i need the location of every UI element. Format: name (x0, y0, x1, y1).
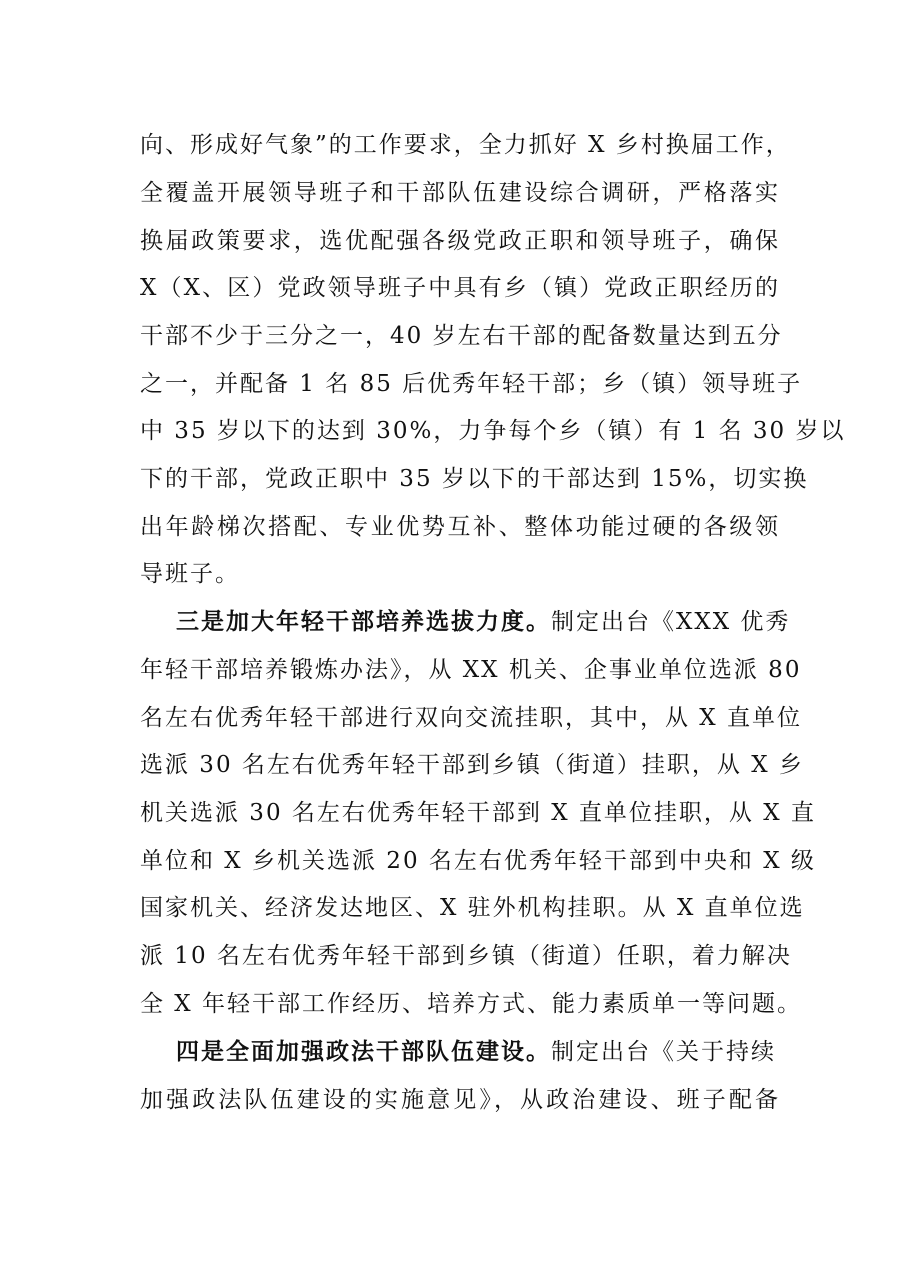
paragraph-line: 选派 30 名左右优秀年轻干部到乡镇（街道）挂职，从 X 乡 (140, 752, 804, 778)
paragraph-first-line (176, 1032, 774, 1072)
paragraph-line: 派 10 名左右优秀年轻干部到乡镇（街道）任职，着力解决 (140, 943, 792, 969)
paragraph-line-end: 导班子。 (140, 561, 240, 587)
paragraph-line: 名左右优秀年轻干部进行双向交流挂职，其中，从 X 直单位 (140, 705, 802, 731)
paragraph-line: 单位和 X 乡机关选派 20 名左右优秀年轻干部到中央和 X 级 (140, 848, 816, 874)
paragraph-line: 机关选派 30 名左右优秀年轻干部到 X 直单位挂职，从 X 直 (140, 800, 816, 826)
paragraph-line: 全覆盖开展领导班子和干部队伍建设综合调研，严格落实 (140, 180, 780, 206)
paragraph-line: 全 X 年轻干部工作经历、培养方式、能力素质单一等问题。 (140, 991, 802, 1017)
paragraph-line: 向、形成好气象”的工作要求，全力抓好 X 乡村换届工作， (140, 132, 791, 158)
paragraph-line: 加强政法队伍建设的实施意见》，从政治建设、班子配备 (140, 1087, 780, 1113)
paragraph-line: 年轻干部培养锻炼办法》，从 XX 机关、企事业单位选派 80 (140, 657, 802, 683)
paragraph-line: 换届政策要求，选优配强各级党政正职和领导班子，确保 (140, 228, 780, 254)
paragraph-text: 制定出台《关于持续 (551, 1039, 776, 1065)
paragraph-line: 国家机关、经济发达地区、X 驻外机构挂职。从 X 直单位选 (140, 895, 805, 921)
paragraph-heading: 四是全面加强政法干部队伍建设。 (176, 1038, 551, 1065)
paragraph-line: 中 35 岁以下的达到 30%，力争每个乡（镇）有 1 名 30 岁以 (140, 418, 846, 444)
paragraph-first-line (176, 602, 791, 642)
paragraph-line: 之一，并配备 1 名 85 后优秀年轻干部；乡（镇）领导班子 (140, 371, 803, 397)
paragraph-line: 下的干部，党政正职中 35 岁以下的干部达到 15%，切实换 (140, 466, 809, 492)
paragraph-line: 出年龄梯次搭配、专业优势互补、整体功能过硬的各级领 (140, 514, 780, 540)
paragraph-line: 干部不少于三分之一，40 岁左右干部的配备数量达到五分 (140, 323, 783, 349)
paragraph-text: 制定出台《XXX 优秀 (551, 609, 791, 635)
paragraph-line: X（X、区）党政领导班子中具有乡（镇）党政正职经历的 (140, 275, 780, 301)
paragraph-heading: 三是加大年轻干部培养选拔力度。 (176, 608, 551, 635)
